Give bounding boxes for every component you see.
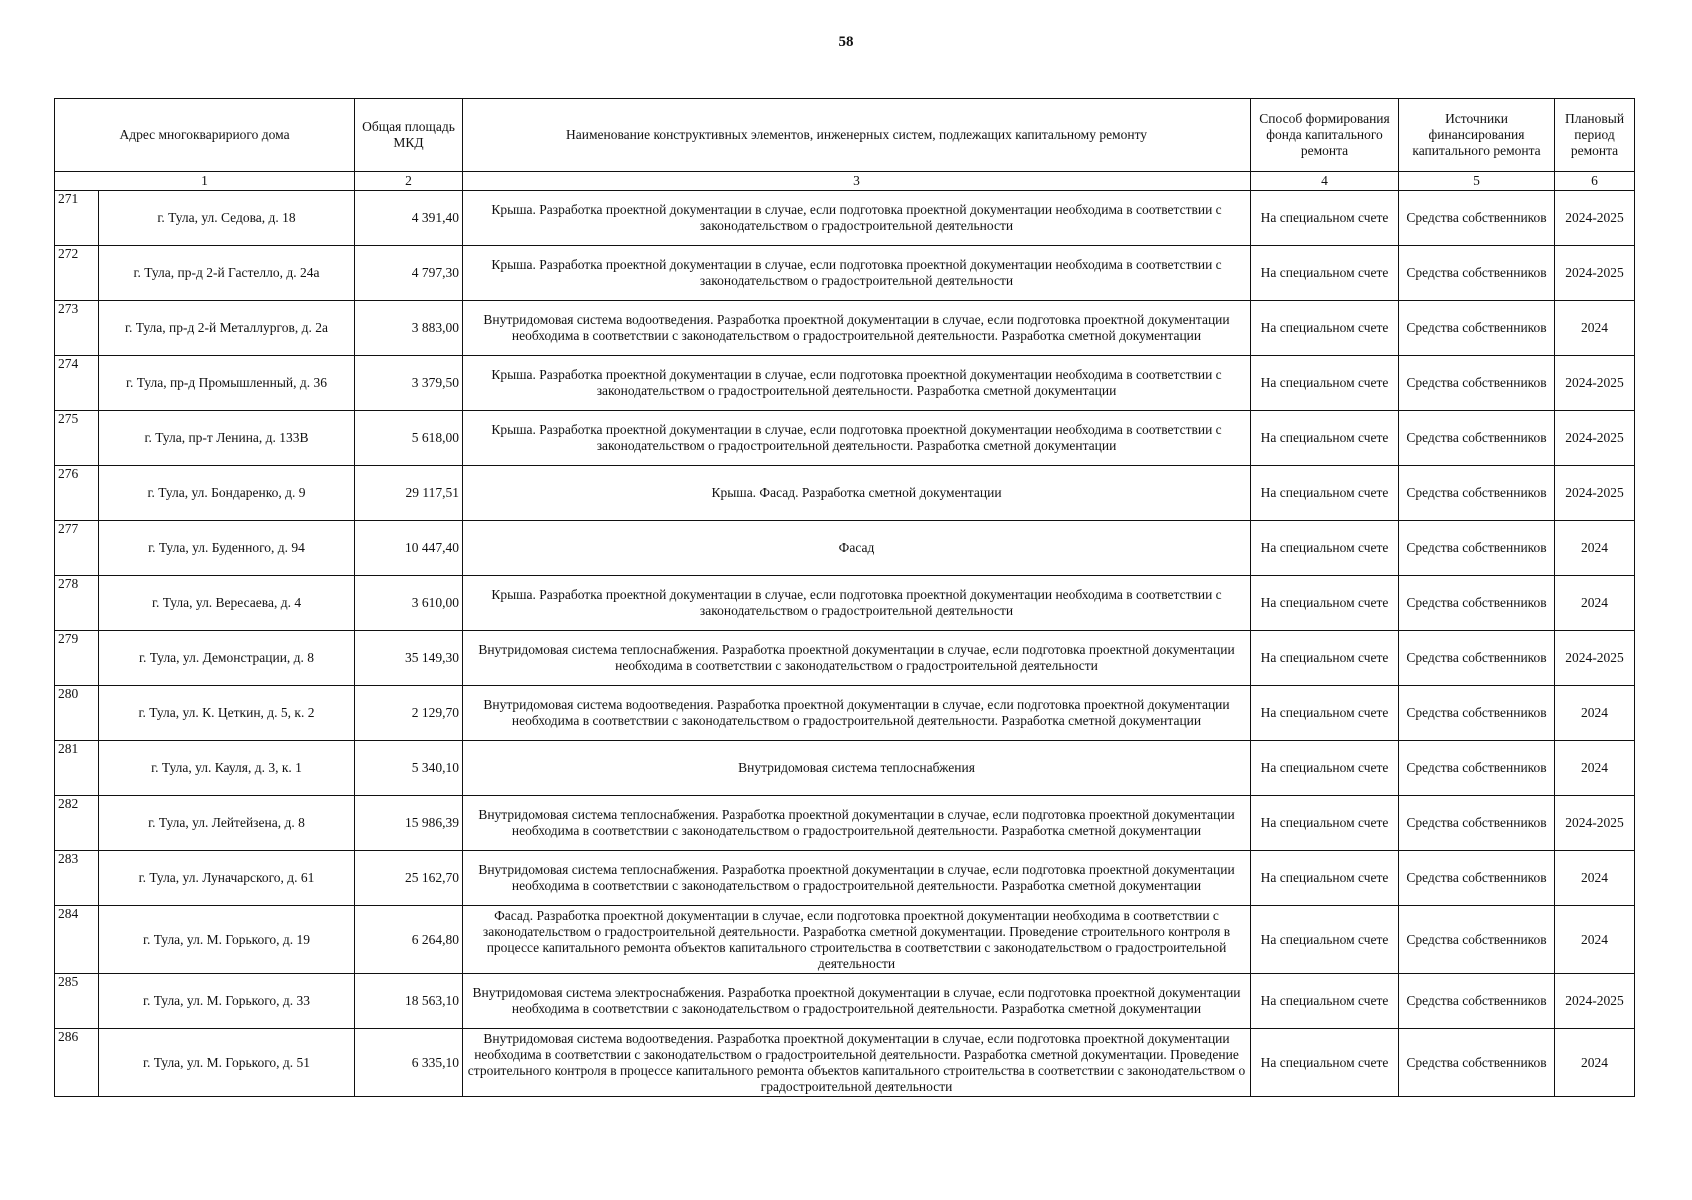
area-cell: 25 162,70	[355, 851, 463, 906]
row-number: 285	[55, 974, 99, 1029]
table-row	[55, 356, 1635, 411]
row-number: 276	[55, 466, 99, 521]
table-row	[55, 521, 1635, 576]
period-cell: 2024-2025	[1555, 356, 1635, 411]
row-number: 286	[55, 1029, 99, 1097]
description-cell: Внутридомовая система теплоснабжения. Разработка проектной документации в случае, если подготовка проектной документации необходима в соответствии с законодательством о градостроительной деятельности	[463, 631, 1251, 686]
source-cell: Средства собственников	[1399, 521, 1555, 576]
row-number: 283	[55, 851, 99, 906]
row-number: 282	[55, 796, 99, 851]
method-cell: На специальном счете	[1251, 1029, 1399, 1097]
address-cell: г. Тула, пр-д Промышленный, д. 36	[99, 356, 355, 411]
area-cell: 15 986,39	[355, 796, 463, 851]
address-cell: г. Тула, пр-д 2-й Металлургов, д. 2а	[99, 301, 355, 356]
source-cell: Средства собственников	[1399, 411, 1555, 466]
period-cell: 2024-2025	[1555, 466, 1635, 521]
source-cell: Средства собственников	[1399, 1029, 1555, 1097]
period-cell: 2024-2025	[1555, 246, 1635, 301]
method-cell: На специальном счете	[1251, 356, 1399, 411]
period-cell: 2024	[1555, 906, 1635, 974]
area-cell: 4 391,40	[355, 191, 463, 246]
address-cell: г. Тула, ул. Демонстрации, д. 8	[99, 631, 355, 686]
address-cell: г. Тула, ул. Бондаренко, д. 9	[99, 466, 355, 521]
table-row	[55, 796, 1635, 851]
row-number: 284	[55, 906, 99, 974]
table-row	[55, 1029, 1635, 1097]
source-cell: Средства собственников	[1399, 906, 1555, 974]
description-cell: Крыша. Разработка проектной документации в случае, если подготовка проектной документации необходима в соответствии с законодательством о градостроительной деятельности	[463, 191, 1251, 246]
period-cell: 2024	[1555, 1029, 1635, 1097]
row-number: 273	[55, 301, 99, 356]
source-cell: Средства собственников	[1399, 576, 1555, 631]
period-cell: 2024-2025	[1555, 974, 1635, 1029]
method-cell: На специальном счете	[1251, 741, 1399, 796]
description-cell: Внутридомовая система теплоснабжения	[463, 741, 1251, 796]
area-cell: 6 335,10	[355, 1029, 463, 1097]
method-cell: На специальном счете	[1251, 191, 1399, 246]
table-row	[55, 246, 1635, 301]
area-cell: 5 340,10	[355, 741, 463, 796]
source-cell: Средства собственников	[1399, 974, 1555, 1029]
address-cell: г. Тула, ул. Лейтейзена, д. 8	[99, 796, 355, 851]
address-cell: г. Тула, ул. М. Горького, д. 19	[99, 906, 355, 974]
description-cell: Крыша. Разработка проектной документации в случае, если подготовка проектной документации необходима в соответствии с законодательством о градостроительной деятельности	[463, 576, 1251, 631]
method-cell: На специальном счете	[1251, 851, 1399, 906]
address-cell: г. Тула, пр-т Ленина, д. 133В	[99, 411, 355, 466]
area-cell: 3 379,50	[355, 356, 463, 411]
header-row	[55, 99, 1635, 172]
table-row	[55, 851, 1635, 906]
description-cell: Внутридомовая система теплоснабжения. Разработка проектной документации в случае, если подготовка проектной документации необходима в соответствии с законодательством о градостроительной деятельности. Разработка сметной документации	[463, 851, 1251, 906]
period-cell: 2024	[1555, 741, 1635, 796]
area-cell: 2 129,70	[355, 686, 463, 741]
method-cell: На специальном счете	[1251, 466, 1399, 521]
table-row	[55, 974, 1635, 1029]
column-number: 6	[1555, 172, 1635, 191]
method-cell: На специальном счете	[1251, 411, 1399, 466]
table-row	[55, 631, 1635, 686]
description-cell: Внутридомовая система теплоснабжения. Разработка проектной документации в случае, если подготовка проектной документации необходима в соответствии с законодательством о градостроительной деятельности. Разработка сметной документации	[463, 796, 1251, 851]
row-number: 271	[55, 191, 99, 246]
header-address: Адрес многокваририого дома	[55, 99, 355, 172]
address-cell: г. Тула, ул. Седова, д. 18	[99, 191, 355, 246]
table-row	[55, 466, 1635, 521]
period-cell: 2024-2025	[1555, 631, 1635, 686]
description-cell: Фасад	[463, 521, 1251, 576]
area-cell: 10 447,40	[355, 521, 463, 576]
source-cell: Средства собственников	[1399, 686, 1555, 741]
address-cell: г. Тула, ул. Вересаева, д. 4	[99, 576, 355, 631]
table-row	[55, 686, 1635, 741]
area-cell: 3 883,00	[355, 301, 463, 356]
address-cell: г. Тула, ул. М. Горького, д. 51	[99, 1029, 355, 1097]
period-cell: 2024-2025	[1555, 411, 1635, 466]
description-cell: Крыша. Разработка проектной документации в случае, если подготовка проектной документации необходима в соответствии с законодательством о градостроительной деятельности. Разработка сметной документации	[463, 356, 1251, 411]
source-cell: Средства собственников	[1399, 631, 1555, 686]
source-cell: Средства собственников	[1399, 191, 1555, 246]
page-number: 58	[838, 34, 854, 50]
column-number: 1	[55, 172, 355, 191]
address-cell: г. Тула, ул. Буденного, д. 94	[99, 521, 355, 576]
row-number: 278	[55, 576, 99, 631]
method-cell: На специальном счете	[1251, 686, 1399, 741]
address-cell: г. Тула, ул. К. Цеткин, д. 5, к. 2	[99, 686, 355, 741]
method-cell: На специальном счете	[1251, 631, 1399, 686]
period-cell: 2024-2025	[1555, 191, 1635, 246]
address-cell: г. Тула, ул. Луначарского, д. 61	[99, 851, 355, 906]
method-cell: На специальном счете	[1251, 576, 1399, 631]
column-number-row	[55, 172, 1635, 191]
area-cell: 3 610,00	[355, 576, 463, 631]
source-cell: Средства собственников	[1399, 796, 1555, 851]
method-cell: На специальном счете	[1251, 796, 1399, 851]
row-number: 279	[55, 631, 99, 686]
source-cell: Средства собственников	[1399, 246, 1555, 301]
period-cell: 2024	[1555, 521, 1635, 576]
area-cell: 4 797,30	[355, 246, 463, 301]
description-cell: Крыша. Фасад. Разработка сметной документации	[463, 466, 1251, 521]
description-cell: Внутридомовая система электроснабжения. Разработка проектной документации в случае, если подготовка проектной документации необходима в соответствии с законодательством о градостроительной деятельности. Разработка сметной документации	[463, 974, 1251, 1029]
source-cell: Средства собственников	[1399, 851, 1555, 906]
description-cell: Внутридомовая система водоотведения. Разработка проектной документации в случае, если подготовка проектной документации необходима в соответствии с законодательством о градостроительной деятельности. Разработка сметной документации	[463, 301, 1251, 356]
area-cell: 18 563,10	[355, 974, 463, 1029]
period-cell: 2024-2025	[1555, 796, 1635, 851]
row-number: 281	[55, 741, 99, 796]
period-cell: 2024	[1555, 301, 1635, 356]
column-number: 3	[463, 172, 1251, 191]
header-elements: Наименование конструктивных элементов, инженерных систем, подлежащих капитальному ремонту	[463, 99, 1251, 172]
table-row	[55, 411, 1635, 466]
method-cell: На специальном счете	[1251, 301, 1399, 356]
description-cell: Внутридомовая система водоотведения. Разработка проектной документации в случае, если подготовка проектной документации необходима в соответствии с законодательством о градостроительной деятельности. Разработка сметной документации	[463, 686, 1251, 741]
row-number: 272	[55, 246, 99, 301]
area-cell: 29 117,51	[355, 466, 463, 521]
header-method: Способ формирования фонда капитального ремонта	[1251, 99, 1399, 172]
period-cell: 2024	[1555, 851, 1635, 906]
source-cell: Средства собственников	[1399, 741, 1555, 796]
area-cell: 35 149,30	[355, 631, 463, 686]
source-cell: Средства собственников	[1399, 301, 1555, 356]
source-cell: Средства собственников	[1399, 466, 1555, 521]
row-number: 275	[55, 411, 99, 466]
header-area: Общая площадь МКД	[355, 99, 463, 172]
table-row	[55, 191, 1635, 246]
table-row	[55, 906, 1635, 974]
address-cell: г. Тула, пр-д 2-й Гастелло, д. 24а	[99, 246, 355, 301]
area-cell: 6 264,80	[355, 906, 463, 974]
address-cell: г. Тула, ул. Кауля, д. 3, к. 1	[99, 741, 355, 796]
method-cell: На специальном счете	[1251, 521, 1399, 576]
table-row	[55, 301, 1635, 356]
description-cell: Фасад. Разработка проектной документации в случае, если подготовка проектной документации необходима в соответствии с законодательством о градостроительной деятельности. Разработка сметной документации. Проведение строительного контроля в процессе капитального ремонта объектов капитального строительства в соответствии с законодательством о градостроительной деятельности	[463, 906, 1251, 974]
address-cell: г. Тула, ул. М. Горького, д. 33	[99, 974, 355, 1029]
column-number: 5	[1399, 172, 1555, 191]
method-cell: На специальном счете	[1251, 246, 1399, 301]
row-number: 277	[55, 521, 99, 576]
column-number: 2	[355, 172, 463, 191]
table-row	[55, 576, 1635, 631]
method-cell: На специальном счете	[1251, 906, 1399, 974]
period-cell: 2024	[1555, 576, 1635, 631]
row-number: 274	[55, 356, 99, 411]
source-cell: Средства собственников	[1399, 356, 1555, 411]
header-sources: Источники финансирования капитального ремонта	[1399, 99, 1555, 172]
description-cell: Крыша. Разработка проектной документации в случае, если подготовка проектной документации необходима в соответствии с законодательством о градостроительной деятельности. Разработка сметной документации	[463, 411, 1251, 466]
area-cell: 5 618,00	[355, 411, 463, 466]
row-number: 280	[55, 686, 99, 741]
method-cell: На специальном счете	[1251, 974, 1399, 1029]
description-cell: Крыша. Разработка проектной документации в случае, если подготовка проектной документации необходима в соответствии с законодательством о градостроительной деятельности	[463, 246, 1251, 301]
table-row	[55, 741, 1635, 796]
description-cell: Внутридомовая система водоотведения. Разработка проектной документации в случае, если подготовка проектной документации необходима в соответствии с законодательством о градостроительной деятельности. Разработка сметной документации. Проведение строительного контроля в процессе капитального ремонта объектов капитального строительства в соответствии с законодательством о градостроительной деятельности	[463, 1029, 1251, 1097]
column-number: 4	[1251, 172, 1399, 191]
header-period: Плановый период ремонта	[1555, 99, 1635, 172]
repair-plan-table	[54, 98, 1635, 1097]
period-cell: 2024	[1555, 686, 1635, 741]
